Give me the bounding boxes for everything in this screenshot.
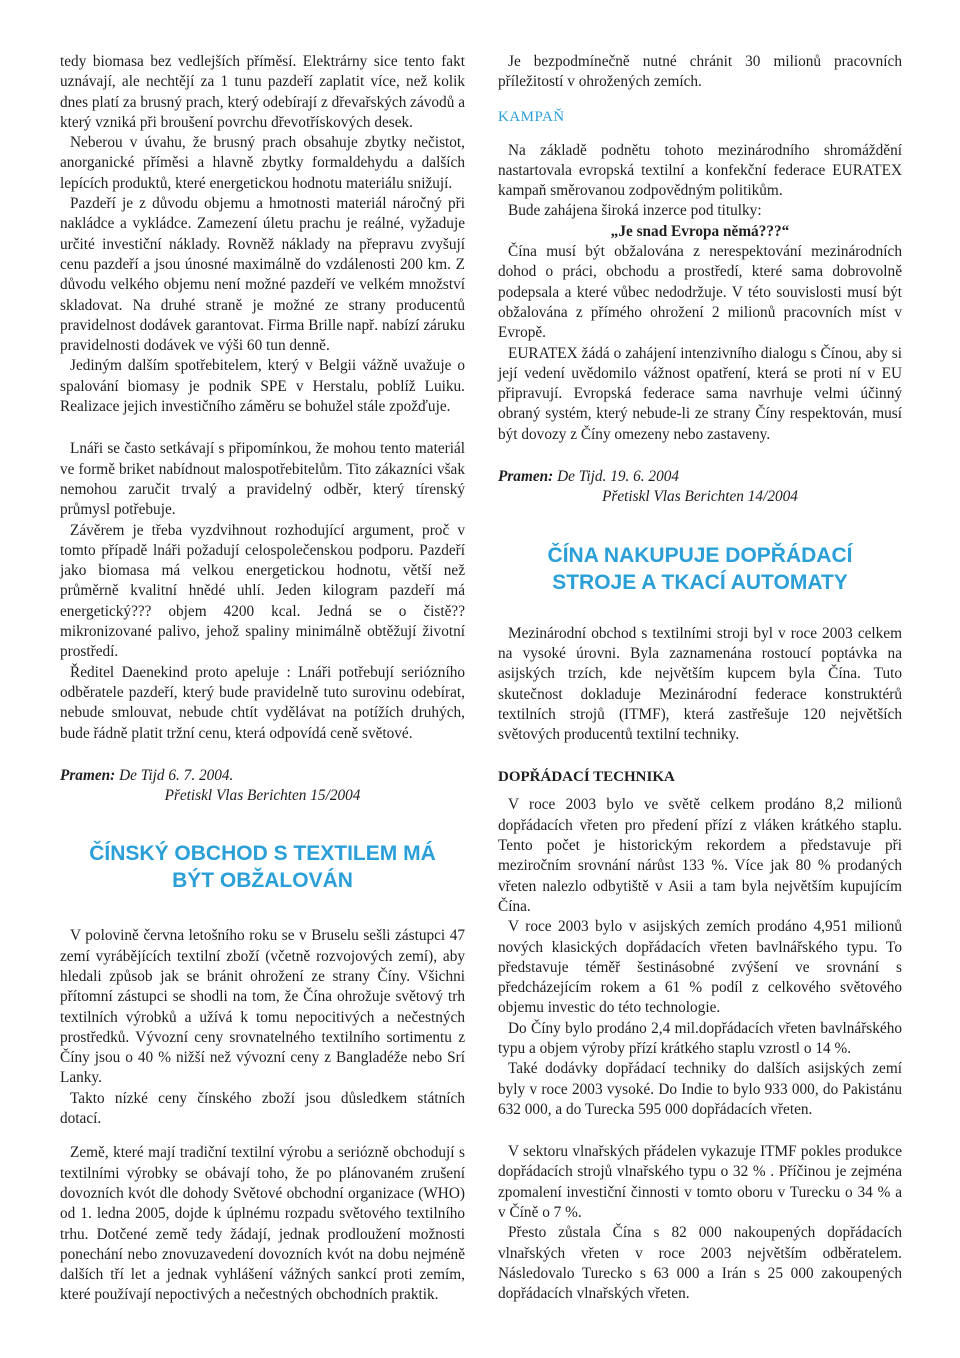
source-text: De Tijd 6. 7. 2004.: [115, 766, 234, 784]
paragraph: V roce 2003 bylo ve světě celkem prodáno 8,2 milionů dopřádacích vřeten pro předení přízí z vláken krátkého staplu. Tento počet je historickým rekordem a představuje při meziročním srovnání nárůst 133 %. Více jak 80 % prodaných vřeten nalezlo odbytiště v Asii a tam byla největším kupujícím Čína.: [498, 796, 902, 915]
source-label: Pramen:: [498, 468, 554, 486]
paragraph: V sektoru vlnařských přádelen vykazuje ITMF pokles produkce dopřádacích strojů vlnařského typu o 32 % . Příčinou je zejména zpomalení investiční činnosti v tomto oboru v Turecku o 34 % a v Číně o 7 %.: [498, 1143, 902, 1222]
headline-line-1: ČÍNSKÝ OBCHOD S TEXTILEM MÁ: [89, 842, 436, 866]
source-text: De Tijd. 19. 6. 2004: [553, 468, 680, 486]
paragraph: Je bezpodmínečně nutné chránit 30 milionů pracovních příležitostí v ohrožených zemích.: [498, 53, 902, 91]
headline-line-2: BÝT OBŽALOVÁN: [172, 869, 353, 893]
paragraph: Takto nízké ceny čínského zboží jsou důsledkem státních dotací.: [60, 1089, 465, 1128]
paragraph: V roce 2003 bylo v asijských zemích prodáno 4,951 milionů nových klasických dopřádacích vřeten bavlnářského typu. To představuje téměř šestinásobné zvýšení ve srovnání s předcházejícím rokem a 61 % podíl z celkového světového objemu investic do této technologie.: [498, 918, 902, 1017]
right-column: [498, 52, 902, 1305]
paragraph: Jediným dalším spotřebitelem, který v Belgii vážně uvažuje o spalování biomasy je podnik SPE v Herstalu, poblíž Luiku. Realizace jejich investičního záměru se bohužel stále zpožďuje.: [60, 357, 465, 416]
paragraph: Bude zahájena široká inzerce pod titulky:: [508, 202, 762, 220]
paragraph: EURATEX žádá o zahájení intenzivního dialogu s Čínou, aby si její vedení uvědomilo vážnost opatření, která se proti ní v EU připravují. Evropská federace sama navrhuje velmi účinný obraný systém, který nebude-li ze strany Číny respektován, musí být dovozy z Číny omezeny nebo zastaveny.: [498, 344, 902, 443]
paragraph: Závěrem je třeba vyzdvihnout rozhodující argument, proč v tomto případě lnáři požadují celospolečenskou podporu. Pazdeří jako biomasa má velkou energetickou hodnotu, větší než průměrně kvalitní hnědé uhlí. Jeden kilogram pazdeří má energetický??? objem 4200 kcal. Jedná se o čistě?? mikronizované palivo, jehož spaliny minimálně obtěžují životní prostředí.: [60, 521, 465, 661]
headline-line-1: ČÍNA NAKUPUJE DOPŘÁDACÍ: [547, 543, 853, 567]
campaign-slogan: „Je snad Evropa němá???“: [610, 222, 790, 240]
paragraph: Čína musí být obžalována z nerespektování mezinárodních dohod o práci, obchodu a prostředí, které sama dobrovolně podepsala a které vůbec nedodržuje. V této souvislosti musí být obžalována z přímého ohrožení 2 milionů pracovních míst v Evropě.: [498, 243, 902, 342]
section-heading-technika: DOPŘÁDACÍ TECHNIKA: [498, 769, 675, 786]
source-label: Pramen:: [60, 766, 116, 784]
paragraph: Také dodávky dopřádací techniky do dalších asijských zemí byly v roce 2003 vysoké. Do Indie to bylo 933 000, do Pakistánu 632 000, a do Turecka 595 000 dopřádacích vřeten.: [498, 1060, 902, 1118]
article-headline: [60, 840, 465, 894]
paragraph: Na základě podnětu tohoto mezinárodního shromáždění nastartovala evropská textilní a konfekční federace EURATEX kampaň směrovanou zodpovědným politikům.: [498, 141, 902, 200]
headline-line-2: STROJE A TKACÍ AUTOMATY: [552, 570, 848, 594]
source-line: [498, 467, 902, 487]
left-column: [60, 52, 465, 1306]
paragraph: Do Číny bylo prodáno 2,4 mil.dopřádacích vřeten bavlnářského typu a objem výroby přízí krátkého staplu vzrostl o 14 %.: [498, 1019, 902, 1057]
paragraph: Mezinárodní obchod s textilními stroji byl v roce 2003 celkem na vysoké úrovni. Byla zaznamenána rostoucí poptávka na asijských trzích, kde největším kupcem byla Čína. Tuto skutečnost dokladuje Mezinárodní federace konstruktérů textilních strojů (ITMF), která zastřešuje 120 největších světových producentů textilní techniky.: [498, 624, 902, 744]
article-headline: [498, 542, 902, 596]
reprint-line: Přetiskl Vlas Berichten 14/2004: [602, 488, 798, 506]
paragraph: tedy biomasa bez vedlejších příměsí. Elektrárny sice tento fakt uznávají, ale nechtějí za 1 tunu pazdeří zaplatit více, než kolik dnes platí za brusný prach, který odebírají z dřevařských závodů a který vzniká při broušení povrchu dřevotřískových desek.: [60, 53, 465, 131]
paragraph: Přesto zůstala Čína s 82 000 nakoupených dopřádacích vlnařských vřeten v roce 2003 největším odběratelem. Následovalo Turecko s 63 000 a Irán s 25 000 zakoupených dopřádacích vlnařských vřeten.: [498, 1224, 902, 1303]
paragraph: Pazdeří je z důvodu objemu a hmotnosti materiál náročný při nakládce a vykládce. Zamezení úletu prachu je reálné, vyžaduje určité investiční náklady. Rovněž náklady na přepravu zvyšují cenu pazdeří a jsou únosné maximálně do vzdálenosti 200 km. Z důvodu velkého objemu není možné pazdeří ve velkém množství skladovat. Na druhé straně je možné ze strany producentů pravidelnost dodávek garantovat. Firma Brille např. nabízí záruku pravidelnosti dodávek ve výši 60 tun denně.: [60, 195, 465, 355]
paragraph: Lnáři se často setkávají s připomínkou, že mohou tento materiál ve formě briket nabídnout malospotřebitelům. Tito zákazníci však nemohou zaručit trvalý a pravidelný odběr, který tírenský průmysl potřebuje.: [60, 440, 465, 519]
reprint-line: Přetiskl Vlas Berichten 15/2004: [164, 787, 361, 805]
paragraph: V polovině června letošního roku se v Bruselu sešli zástupci 47 zemí vyrábějících textilní zboží (včetně rozvojových zemí), aby hledali způsob jak se bránit ohrožení ze strany Číny. Všichni přítomní zástupci se shodli na tom, že Čína ohrožuje světový trh textilních výrobků a užívá k tomu nepocitivých a nečestných prostředků. Vývozní ceny srovnatelného textilního sortimentu z Číny jsou o 40 % nižší než vývozní ceny z Bangladéže nebo Srí Lanky.: [60, 927, 465, 1087]
paragraph: Země, které mají tradiční textilní výrobu a seriózně obchodují s textilními výrobky se obávají toho, že po plánovaném zrušení dovozních kvót dle dohody Světové obchodní organizace (WHO) od 1. ledna 2005, dojde k úplnému rozpadu světového textilního trhu. Dotčené země tedy žádají, jednak prodloužení možnosti ponechání nebo znovuzavedení dovozních kvót na dobu nejméně dalších tří let a jednak vyhlášení vážných sankcí proti zemím, které používají nepoctivých a nečestných obchodních praktik.: [60, 1144, 465, 1304]
paragraph: Neberou v úvahu, že brusný prach obsahuje zbytky nečistot, anorganické příměsi a hlavně zbytky formaldehydu a dalších lepících produktů, které energetickou hodnotu materiálu snižují.: [60, 134, 465, 192]
paragraph: Ředitel Daenekind proto apeluje : Lnáři potřebují seriózního odběratele pazdeří, který bude pravidelně tuto surovinu odebírat, nebude smlouvat, nebude chtít vydělávat na potížích druhých, bude řádně platit tržní cenu, která odpovídá ceně světové.: [60, 663, 465, 742]
source-line: [60, 766, 465, 786]
section-heading-kampan: KAMPAŇ: [498, 108, 565, 125]
